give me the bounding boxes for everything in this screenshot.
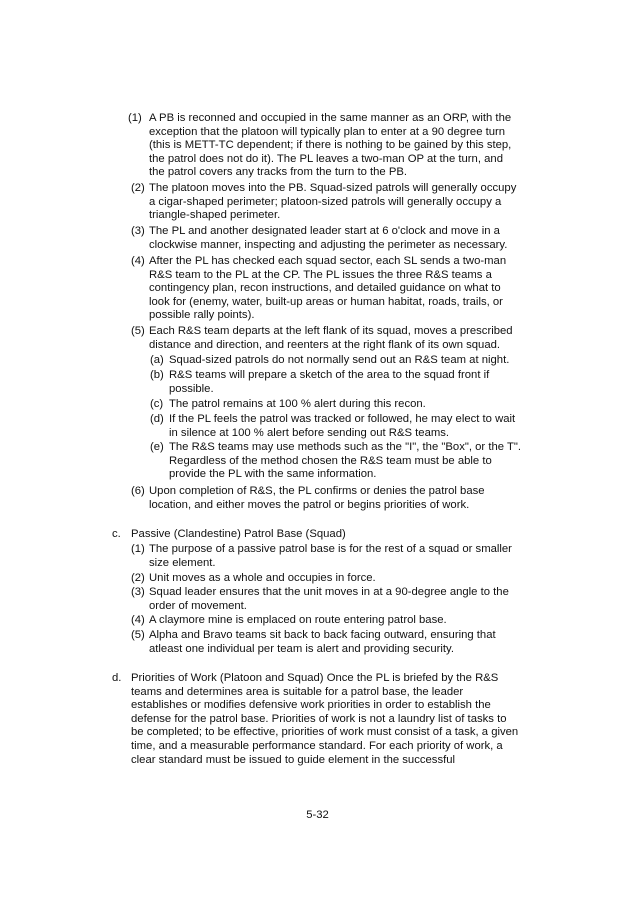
item-letter: (c) <box>150 398 164 410</box>
sub-list-item <box>150 413 515 440</box>
item-line: If the PL feels the patrol was tracked or followed, he may elect to wait <box>169 413 516 425</box>
list-item <box>131 182 516 223</box>
list-item <box>131 225 507 252</box>
paragraph-line: Priorities of Work (Platoon and Squad) Once the PL is briefed by the R&S <box>131 672 499 684</box>
sub-list-item <box>150 369 489 396</box>
item-line: distance and direction, and reenters at the right flank of its own squad. <box>149 338 501 351</box>
page-number: 5-32 <box>306 809 329 821</box>
item-line: The patrol remains at 100 % alert during this recon. <box>169 398 426 410</box>
item-line: Alpha and Bravo teams sit back to back facing outward, ensuring that <box>149 629 496 641</box>
item-line: The platoon moves into the PB. Squad-sized patrols will generally occupy <box>149 182 517 194</box>
paragraph-line: be completed; to be effective, priorities of work must consist of a task, a given <box>131 726 519 739</box>
item-number: (1) <box>128 112 142 124</box>
paragraph-line: clear standard must be issued to guide element in the successful <box>131 753 456 766</box>
list-item <box>131 586 509 613</box>
section-title: Passive (Clandestine) Patrol Base (Squad) <box>131 528 346 540</box>
paragraph-line: establishes or modifies defensive work priorities in order to establish the <box>131 699 491 712</box>
item-line: contingency plan, recon instructions, and detailed guidance on what to <box>149 282 501 295</box>
sub-list-item <box>150 398 426 412</box>
list-item <box>131 255 506 323</box>
item-letter: (e) <box>150 441 164 453</box>
list-item <box>131 325 513 352</box>
sub-list-item <box>150 354 509 368</box>
item-letter: (a) <box>150 354 164 366</box>
section-heading <box>112 528 346 542</box>
item-line: R&S team to the PL at the CP. The PL issues the three R&S teams a <box>149 268 492 281</box>
list-item <box>131 543 512 570</box>
item-line: size element. <box>149 556 216 569</box>
item-line: Unit moves as a whole and occupies in force. <box>149 572 376 584</box>
item-number: (5) <box>131 325 145 337</box>
item-number: (3) <box>131 586 145 598</box>
item-number: (4) <box>131 255 145 267</box>
item-line: A PB is reconned and occupied in the same manner as an ORP, with the <box>149 112 512 124</box>
item-line: The purpose of a passive patrol base is for the rest of a squad or smaller <box>149 543 512 555</box>
item-line: After the PL has checked each squad sector, each SL sends a two-man <box>149 255 507 267</box>
item-line: Regardless of the method chosen the R&S team must be able to <box>169 454 492 467</box>
item-line: look for (enemy, water, built-up areas or human habitat, roads, trails, or <box>149 295 503 308</box>
item-line: (this is METT-TC dependent; if there is nothing to be gained by this step, <box>149 139 512 152</box>
item-line: A claymore mine is emplaced on route entering patrol base. <box>149 614 447 626</box>
section-letter: c. <box>112 528 121 540</box>
item-line: order of movement. <box>149 599 247 612</box>
item-line: a cigar-shaped perimeter; platoon-sized patrols will generally occupy a <box>149 195 502 208</box>
item-line: the patrol covers any tracks from the turn to the PB. <box>149 166 408 179</box>
item-line: Squad-sized patrols do not normally send out an R&S team at night. <box>169 354 510 366</box>
item-line: Upon completion of R&S, the PL confirms or denies the patrol base <box>149 485 485 497</box>
list-item <box>131 572 376 586</box>
item-number: (2) <box>131 182 145 194</box>
item-number: (4) <box>131 614 145 626</box>
item-line: location, and either moves the patrol or begins priorities of work. <box>149 498 470 511</box>
item-line: possible rally points). <box>149 309 255 322</box>
item-line: provide the PL with the same information. <box>169 468 377 481</box>
section-letter: d. <box>112 672 122 684</box>
sub-list-item <box>150 441 521 482</box>
item-line: the patrol does not do it). The PL leaves a two-man OP at the turn, and <box>149 152 503 165</box>
paragraph-line: time, and a measurable performance standard. For each priority of work, a <box>131 739 503 752</box>
item-letter: (d) <box>150 413 164 425</box>
item-line: in silence at 100 % alert before sending out R&S teams. <box>169 426 450 439</box>
item-line: atleast one individual per team is alert and providing security. <box>149 642 454 655</box>
item-number: (2) <box>131 572 145 584</box>
item-number: (5) <box>131 629 145 641</box>
paragraph-line: defense for the patrol base. Priorities of work is not a laundry list of tasks to <box>131 712 507 725</box>
section-paragraph <box>112 672 518 767</box>
item-line: R&S teams will prepare a sketch of the area to the squad front if <box>169 369 490 381</box>
item-line: triangle-shaped perimeter. <box>149 209 281 222</box>
item-letter: (b) <box>150 369 164 381</box>
list-item <box>131 485 485 512</box>
item-line: The PL and another designated leader start at 6 o'clock and move in a <box>149 225 500 237</box>
item-line: clockwise manner, inspecting and adjusting the perimeter as necessary. <box>149 238 508 251</box>
item-number: (3) <box>131 225 145 237</box>
item-line: Squad leader ensures that the unit moves in at a 90-degree angle to the <box>149 586 509 598</box>
paragraph-line: teams and determines area is suitable for a patrol base, the leader <box>131 685 464 698</box>
item-line: possible. <box>169 382 214 395</box>
list-item <box>131 629 496 656</box>
item-line: The R&S teams may use methods such as the "I", the "Box", or the T". <box>169 441 522 453</box>
list-item <box>131 614 447 628</box>
item-number: (6) <box>131 485 145 497</box>
item-number: (1) <box>131 543 145 555</box>
item-line: Each R&S team departs at the left flank of its squad, moves a prescribed <box>149 325 513 337</box>
item-line: exception that the platoon will typically plan to enter at a 90 degree turn <box>149 125 506 138</box>
list-item <box>128 112 511 180</box>
